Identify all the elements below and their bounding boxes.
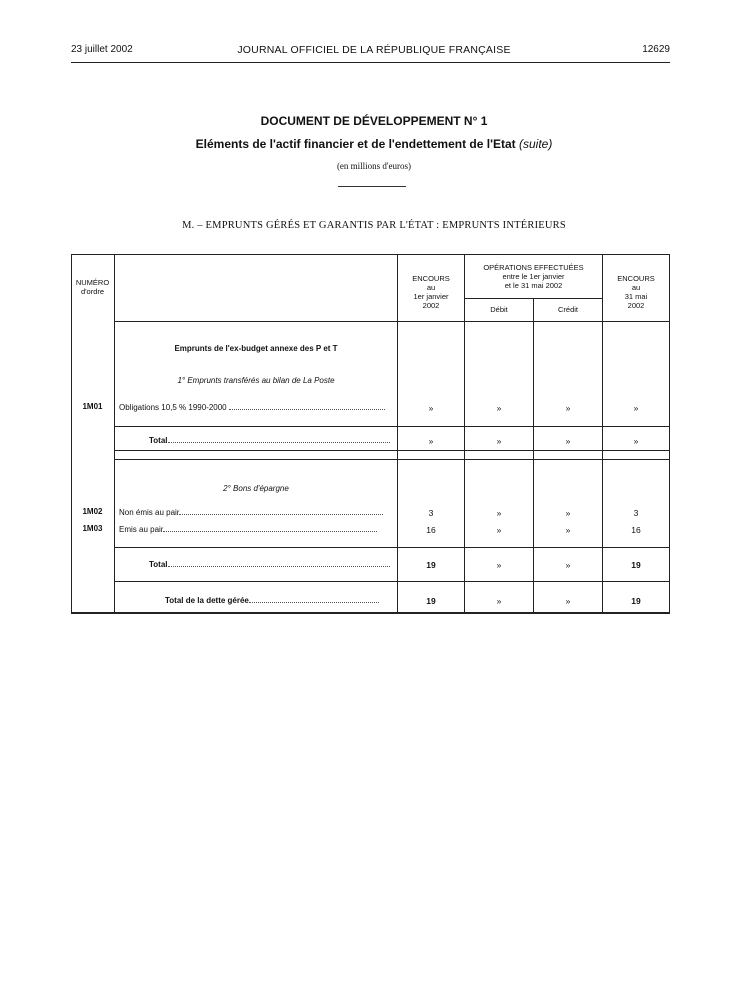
cell-encours-end: 19: [631, 560, 641, 570]
cell-debit: »: [496, 596, 502, 606]
header-encours-start: ENCOURS au 1er janvier 2002: [412, 274, 450, 310]
row-number: 1M01: [82, 402, 103, 411]
subtitle-text: Eléments de l'actif financier et de l'endettement de l'Etat: [195, 137, 516, 151]
cell-encours-end: »: [633, 436, 639, 446]
cell-encours-end: 19: [631, 596, 641, 606]
table-row-grand-total: Total de la dette gérée: [165, 595, 391, 605]
title-rule: [338, 186, 406, 187]
cell-debit: »: [496, 436, 502, 446]
cell-encours-start: 19: [426, 560, 436, 570]
cell-encours-end: »: [633, 403, 639, 413]
cell-credit: »: [565, 525, 571, 535]
journal-title: JOURNAL OFFICIEL DE LA RÉPUBLIQUE FRANÇAISE: [237, 44, 511, 56]
cell-debit: »: [496, 525, 502, 535]
cell-debit: »: [496, 560, 502, 570]
cell-encours-start: 3: [428, 508, 434, 518]
cell-credit: »: [565, 560, 571, 570]
document-unit: (en millions d'euros): [336, 161, 412, 171]
cell-encours-end: 16: [631, 525, 641, 535]
header-credit: Crédit: [557, 305, 578, 314]
debt-table: [71, 254, 670, 614]
subheading-la-poste: 1° Emprunts transférés au bilan de La Poste: [177, 376, 335, 385]
header-numero: NUMÉRO d'ordre: [75, 278, 110, 296]
table-row-total: Total: [149, 435, 391, 445]
header-operations: OPÉRATIONS EFFECTUÉES entre le 1er janvier et le 31 mai 2002: [483, 263, 584, 290]
row-number: 1M03: [82, 524, 103, 533]
cell-credit: »: [565, 508, 571, 518]
header-date: 23 juillet 2002: [71, 44, 133, 55]
section-title: M. – EMPRUNTS GÉRÉS ET GARANTIS PAR L'ÉTAT : EMPRUNTS INTÉRIEURS: [182, 220, 566, 231]
cell-encours-start: 19: [426, 596, 436, 606]
header-encours-end: ENCOURS au 31 mai 2002: [617, 274, 655, 310]
subheading-bons-epargne: 2° Bons d'épargne: [223, 484, 289, 493]
heading-main: Emprunts de l'ex-budget annexe des P et T: [174, 344, 338, 353]
page-number: 12629: [642, 44, 670, 55]
subtitle-suffix: (suite): [518, 137, 553, 151]
cell-encours-start: »: [428, 403, 434, 413]
document-subtitle: [0, 137, 748, 151]
row-number: 1M02: [82, 507, 103, 516]
table-row-label: Emis au pair: [119, 524, 391, 534]
document-title: DOCUMENT DE DÉVELOPPEMENT N° 1: [260, 114, 488, 128]
cell-debit: »: [496, 508, 502, 518]
cell-encours-start: 16: [426, 525, 436, 535]
cell-credit: »: [565, 436, 571, 446]
table-row-label: Non émis au pair: [119, 507, 391, 517]
cell-encours-end: 3: [633, 508, 639, 518]
cell-debit: »: [496, 403, 502, 413]
table-row-label: Obligations 10,5 % 1990-2000: [119, 402, 391, 412]
table-row-total: Total: [149, 559, 391, 569]
cell-encours-start: »: [428, 436, 434, 446]
cell-credit: »: [565, 596, 571, 606]
header-debit: Débit: [490, 305, 508, 314]
header-rule: [71, 62, 670, 63]
cell-credit: »: [565, 403, 571, 413]
